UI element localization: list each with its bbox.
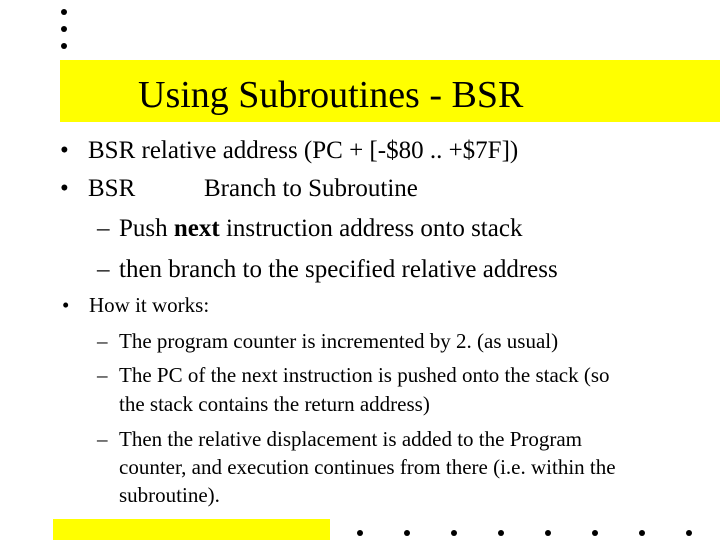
subitem-text: Then the relative displacement is added to the Program [119, 427, 583, 451]
decor-dot [639, 530, 645, 536]
subitem-text: The PC of the next instruction is pushed onto the stack (so [119, 363, 610, 387]
subitem-text-continued: subroutine). [119, 483, 220, 507]
bullet-marker: • [60, 137, 69, 164]
decor-dot [545, 530, 551, 536]
bullet-definition: Branch to Subroutine [204, 175, 418, 202]
subitem-text [119, 214, 522, 244]
decor-dot [498, 530, 504, 536]
dash-marker: – [97, 256, 110, 283]
decor-dot [61, 43, 67, 49]
decor-dot [451, 530, 457, 536]
bullet-marker: • [62, 293, 70, 317]
bullet-marker: • [60, 175, 69, 202]
dash-marker: – [97, 215, 110, 242]
decor-dot [357, 530, 363, 536]
decor-dot [61, 26, 67, 32]
slide-title: Using Subroutines - BSR [138, 74, 524, 116]
dash-marker: – [97, 427, 108, 451]
decor-dot [404, 530, 410, 536]
subitem-text: then branch to the specified relative address [119, 256, 558, 283]
subitem-emphasis: next [173, 215, 220, 242]
dash-marker: – [97, 329, 108, 353]
subitem-prefix: Push [119, 215, 174, 242]
bottom-band [53, 519, 330, 540]
bullet-text: How it works: [89, 293, 210, 317]
decor-dot [592, 530, 598, 536]
dash-marker: – [97, 363, 108, 387]
subitem-suffix: instruction address onto stack [219, 215, 523, 242]
bullet-term: BSR [88, 175, 136, 202]
subitem-text: The program counter is incremented by 2. (as usual) [119, 329, 559, 353]
subitem-text-continued: the stack contains the return address) [119, 392, 430, 416]
decor-dot [686, 530, 692, 536]
bullet-text: BSR relative address (PC + [-$80 .. +$7F]) [88, 137, 519, 164]
decor-dot [61, 9, 67, 15]
subitem-text-continued: counter, and execution continues from there (i.e. within the [119, 455, 616, 479]
